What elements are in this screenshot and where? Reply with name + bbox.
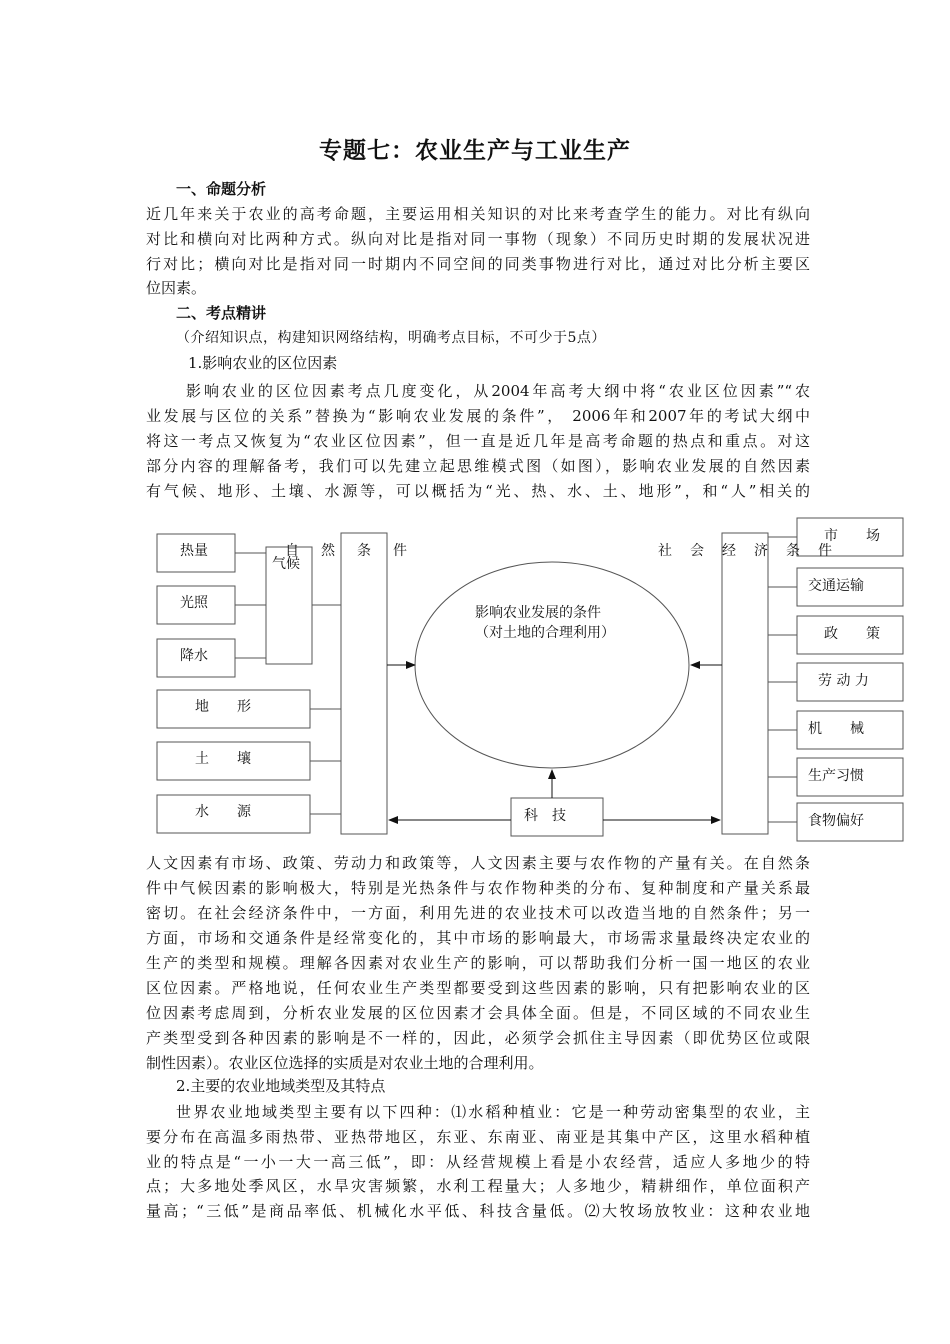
paragraph-line: 制性因素）。农业区位选择的实质是对农业土地的合理利用。 (146, 1054, 544, 1072)
paragraph-line: 密切。在社会经济条件中，一方面，利用先进的农业技术可以改造当地的自然条件；另一 (146, 904, 810, 922)
paragraph-line: 产类型受到各种因素的影响是不一样的，因此，必须学会抓住主导因素（即优势区位或限 (146, 1029, 810, 1047)
social-item-market: 市 场 (824, 528, 880, 544)
center-ellipse (415, 562, 689, 768)
climate-item-light: 光照 (180, 595, 208, 611)
natural-item-water: 水 源 (195, 804, 251, 820)
paragraph-line: 量高；“三低”是商品率低、机械化水平低、科技含量低。⑵大牧场放牧业：这种农业地 (146, 1202, 810, 1220)
social-conditions-box (722, 533, 768, 834)
agriculture-factors-diagram (0, 510, 950, 850)
center-title: 影响农业发展的条件 (475, 605, 601, 621)
climate-item-heat: 热量 (180, 543, 208, 559)
social-item-labor: 劳 动 力 (818, 673, 869, 689)
subheading-1: 1.影响农业的区位因素 (188, 354, 338, 372)
section1-heading: 一、命题分析 (176, 180, 267, 198)
center-subtitle: （对土地的合理利用） (475, 625, 615, 641)
natural-item-terrain: 地 形 (195, 699, 251, 715)
climate-item-rain: 降水 (180, 648, 208, 664)
social-item-policy: 政 策 (824, 626, 880, 642)
paragraph-line: 有气候、地形、土壤、水源等，可以概括为“光、热、水、土、地形”，和“人”相关的 (146, 482, 810, 500)
section2-note: （介绍知识点，构建知识网络结构，明确考点目标，不可少于5点） (176, 330, 606, 346)
page-title: 专题七：农业生产与工业生产 (319, 138, 631, 164)
tech-label: 科 技 (524, 808, 566, 824)
section1-line: 位因素。 (146, 279, 207, 297)
natural-conditions-label: 自 然 条 件 (285, 543, 411, 559)
paragraph-line: 要分布在高温多雨热带、亚热带地区，东亚、东南亚、南亚是其集中产区，这里水稻种植 (146, 1128, 810, 1146)
paragraph-line: 位因素考虑周到，分析农业发展的区位因素才会具体全面。但是，不同区域的不同农业生 (146, 1004, 810, 1022)
paragraph-line: 方面，市场和交通条件是经常变化的，其中市场的影响最大，市场需求量最终决定农业的 (146, 929, 810, 947)
paragraph-line: 部分内容的理解备考，我们可以先建立起思维模式图（如图），影响农业发展的自然因素 (146, 457, 810, 475)
social-item-machinery: 机 械 (808, 721, 864, 737)
paragraph-line: 业发展与区位的关系”替换为“影响农业发展的条件”， 2006年和2007年的考试大纲中 (146, 407, 810, 425)
natural-item-soil: 土 壤 (195, 751, 251, 767)
paragraph-line: 影响农业的区位因素考点几度变化，从2004年高考大纲中将“农业区位因素”“农 (186, 382, 810, 400)
section2-heading: 二、考点精讲 (176, 304, 267, 322)
section1-line: 近几年来关于农业的高考命题，主要运用相关知识的对比来考查学生的能力。对比有纵向 (146, 205, 810, 223)
paragraph-line: 世界农业地域类型主要有以下四种：⑴水稻种植业：它是一种劳动密集型的农业，主 (176, 1103, 810, 1121)
social-item-transport: 交通运输 (808, 578, 864, 594)
paragraph-line: 将这一考点又恢复为“农业区位因素”，但一直是近几年是高考命题的热点和重点。对这 (146, 432, 810, 450)
social-conditions-label: 社 会 经 济 条 件 (658, 543, 834, 559)
paragraph-line: 生产的类型和规模。理解各因素对农业生产的影响，可以帮助我们分析一国一地区的农业 (146, 954, 810, 972)
natural-conditions-box (341, 533, 387, 834)
section1-line: 对比和横向对比两种方式。纵向对比是指对同一事物（现象）不同历史时期的发展状况进 (146, 230, 810, 248)
section1-line: 行对比；横向对比是指对同一时期内不同空间的同类事物进行对比，通过对比分析主要区 (146, 255, 810, 273)
paragraph-line: 区位因素。严格地说，任何农业生产类型都要受到这些因素的影响，只有把影响农业的区 (146, 979, 810, 997)
paragraph-line: 件中气候因素的影响极大，特别是光热条件与农作物种类的分布、复种制度和产量关系最 (146, 879, 810, 897)
paragraph-line: 人文因素有市场、政策、劳动力和政策等，人文因素主要与农作物的产量有关。在自然条 (146, 854, 810, 872)
climate-label: 气候 (272, 556, 300, 572)
paragraph-line: 点；大多地处季风区，水旱灾害频繁，水利工程量大；人多地少，精耕细作，单位面积产 (146, 1177, 810, 1195)
social-item-habits: 生产习惯 (808, 768, 864, 784)
subheading-2: 2.主要的农业地域类型及其特点 (176, 1077, 386, 1095)
paragraph-line: 业的特点是“一小一大一高三低”，即：从经营规模上看是小农经营，适应人多地少的特 (146, 1153, 810, 1171)
social-item-food-preference: 食物偏好 (808, 813, 864, 829)
